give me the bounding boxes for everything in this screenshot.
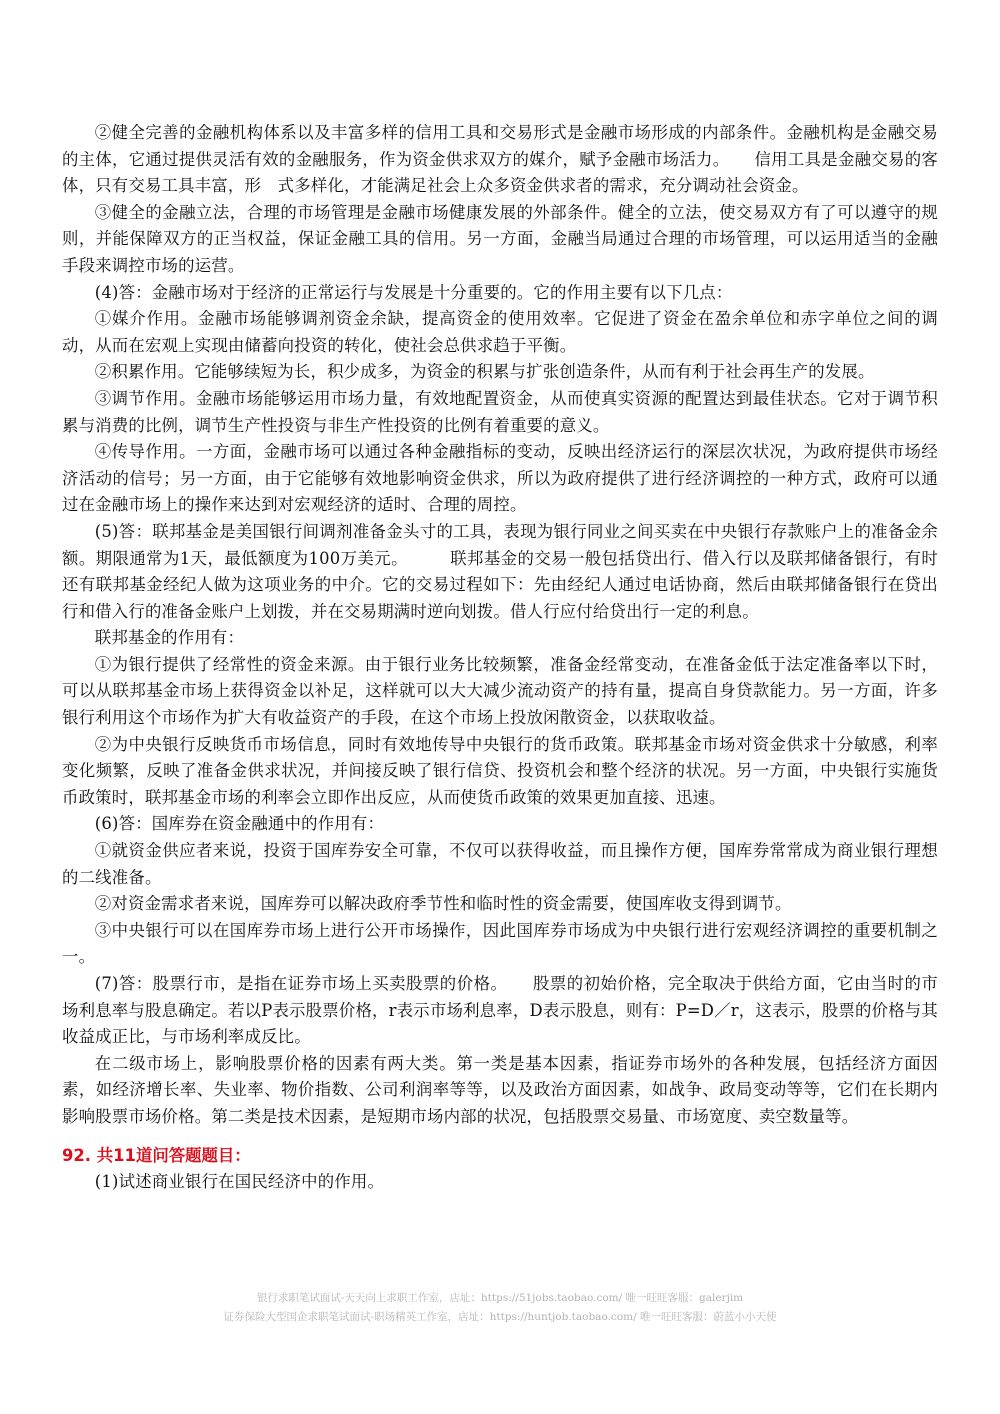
paragraph-federal-funds-roles: 联邦基金的作用有： [94, 628, 245, 648]
footer-line-1: 银行求职笔试面试-天天向上求职工作室，店址：https://51jobs.taobao.com/ 唯一旺旺客服：galerjim [256, 1292, 744, 1304]
paragraph-answer-6-treasury: (6)答：国库券在资金融通中的作用有： [94, 814, 385, 834]
paragraph-treasury-demanders: ②对资金需求者来说，国库券可以解决政府季节性和临时性的资金需要，使国库收支得到调节。 [94, 894, 792, 914]
paragraph-financial-institutions: ②健全完善的金融机构体系以及丰富多样的信用工具和交易形式是金融市场形成的内部条件。金融机构是金融交易的主体，它通过提供灵活有效的金融服务，作为资金供求双方的媒介，赋予金融市场活力。 信用工具是金融交易的客体，只有交易工具丰富，形 式多样化，才能满足社会上众多资金供求者的需求，充分调动社会资金。 [62, 123, 938, 196]
paragraph-treasury-central-bank: ③中央银行可以在国库券市场上进行公开市场操作，因此国库券市场成为中央银行进行宏观经济调控的重要机制之一。 [62, 920, 938, 967]
paragraph-answer-7-stock-price: (7)答：股票行市，是指在证券市场上买卖股票的价格。 股票的初始价格，完全取决于供给方面，它由当时的市场利息率与股息确定。若以P表示股票价格，r表示市场利息率，D表示股息，则有：P=D／r，这表示，股票的价格与其收益成正比，与市场利率成反比。 [62, 974, 938, 1047]
document-body [62, 120, 938, 1196]
footer-line-2: 证券保险大型国企求职笔试面试-职场精英工作室，店址：https://huntjob.taobao.com/ 唯一旺旺客服：蔚蓝小小天使 [223, 1311, 777, 1323]
paragraph-funding-source: ①为银行提供了经常性的资金来源。由于银行业务比较频繁，准备金经常变动，在准备金低于法定准备率以下时，可以从联邦基金市场上获得资金以补足，这样就可以大大减少流动资产的持有量，提高自身贷款能力。另一方面，许多银行利用这个市场作为扩大有收益资产的手段，在这个市场上投放闲散资金，以获取收益。 [62, 654, 938, 728]
paragraph-financial-legislation: ③健全的金融立法，合理的市场管理是金融市场健康发展的外部条件。健全的立法，使交易双方有了可以遵守的规则，并能保障双方的正当权益，保证金融工具的信用。另一方面，金融当局通过合理的市场管理，可以运用适当的金融手段来调控市场的运营。 [62, 202, 938, 275]
paragraph-treasury-suppliers: ①就资金供应者来说，投资于国库券安全可靠，不仅可以获得收益，而且操作方便，国库券常常成为商业银行理想的二线准备。 [62, 841, 938, 887]
paragraph-answer-5-federal-funds: (5)答：联邦基金是美国银行间调剂准备金头寸的工具，表现为银行同业之间买卖在中央银行存款账户上的准备金余额。期限通常为1天，最低额度为100万美元。 联邦基金的交易一般包括贷出行、借入行以及联邦储备银行，有时还有联邦基金经纪人做为这项业务的中介。它的交易过程如下：先由经纪人通过电话协商，然后由联邦储备银行在贷出行和借入行的准备金账户上划拨，并在交易期满时逆向划拨。借人行应付给贷出行一定的利息。 [62, 521, 938, 621]
section-heading: 92. 共11道问答题题目： [62, 1145, 251, 1165]
paragraph-market-information: ②为中央银行反映货币市场信息，同时有效地传导中央银行的货币政策。联邦基金市场对资金供求十分敏感，利率变化频繁，反映了准备金供求状况，并间接反映了银行信贷、投资机会和整个经济的状况。另一方面，中央银行实施货币政策时，联邦基金市场的利率会立即作出反应，从而使货币政策的效果更加直接、迅速。 [62, 734, 938, 807]
question-item: (1)试述商业银行在国民经济中的作用。 [94, 1172, 385, 1192]
paragraph-secondary-market: 在二级市场上，影响股票价格的因素有两大类。第一类是基本因素，指证券市场外的各种发展，包括经济方面因素，如经济增长率、失业率、物价指数、公司利润率等等，以及政治方面因素，如战争、政局变动等等，它们在长期内影响股票市场价格。第二类是技术因素，是短期市场内部的状况，包括股票交易量、市场宽度、卖空数量等。 [62, 1053, 938, 1126]
paragraph-media-role: ①媒介作用。金融市场能够调剂资金余缺，提高资金的使用效率。它促进了资金在盈余单位和赤字单位之间的调动，从而在宏观上实现由储蓄向投资的转化，使社会总供求趋于平衡。 [62, 309, 938, 355]
paragraph-adjustment-role: ③调节作用。金融市场能够运用市场力量，有效地配置资金，从而使真实资源的配置达到最佳状态。它对于调节积累与消费的比例，调节生产性投资与非生产性投资的比例有着重要的意义。 [62, 388, 938, 435]
paragraph-answer-4-intro: (4)答：金融市场对于经济的正常运行与发展是十分重要的。它的作用主要有以下几点： [94, 282, 733, 302]
section-gap [62, 1131, 938, 1143]
paragraph-transmission-role: ④传导作用。一方面，金融市场可以通过各种金融指标的变动，反映出经济运行的深层次状况，为政府提供市场经济活动的信号；另一方面，由于它能够有效地影响资金供求，所以为政府提供了进行经济调控的一种方式，政府可以通过在金融市场上的操作来达到对宏观经济的适时、合理的周控。 [62, 442, 938, 515]
paragraph-accumulation-role: ②积累作用。它能够续短为长，积少成多，为资金的积累与扩张创造条件，从而有利于社会再生产的发展。 [94, 362, 875, 382]
